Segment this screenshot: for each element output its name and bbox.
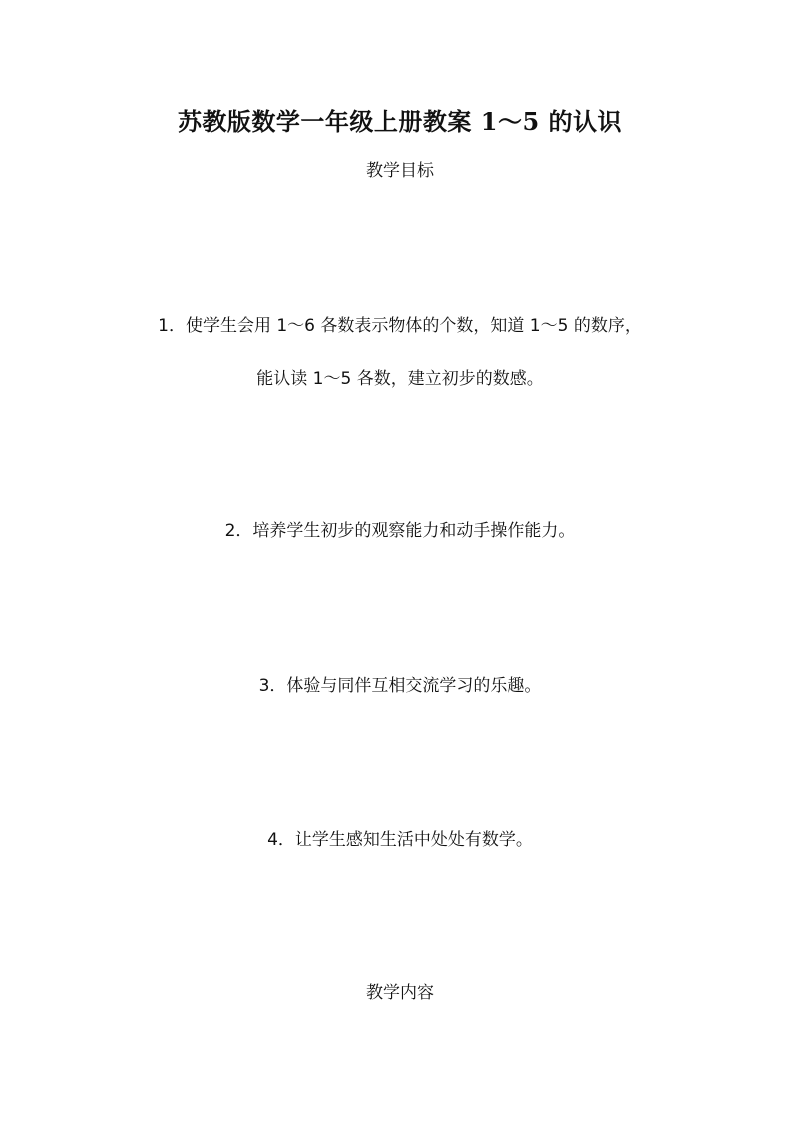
section-heading-objectives: 教学目标	[366, 161, 434, 181]
objective-1-line-1: 1．使学生会用 1～6 各数表示物体的个数，知道 1～5 的数序，	[158, 316, 642, 336]
document-title: 苏教版数学一年级上册教案 1～5 的认识	[177, 107, 623, 136]
objective-1-line-2: 能认读 1～5 各数，建立初步的数感。	[256, 369, 544, 389]
objective-4: 4．让学生感知生活中处处有数学。	[267, 830, 533, 850]
objective-3: 3．体验与同伴互相交流学习的乐趣。	[258, 676, 542, 696]
section-heading-content: 教学内容	[366, 983, 434, 1003]
objective-2: 2．培养学生初步的观察能力和动手操作能力。	[224, 521, 576, 541]
